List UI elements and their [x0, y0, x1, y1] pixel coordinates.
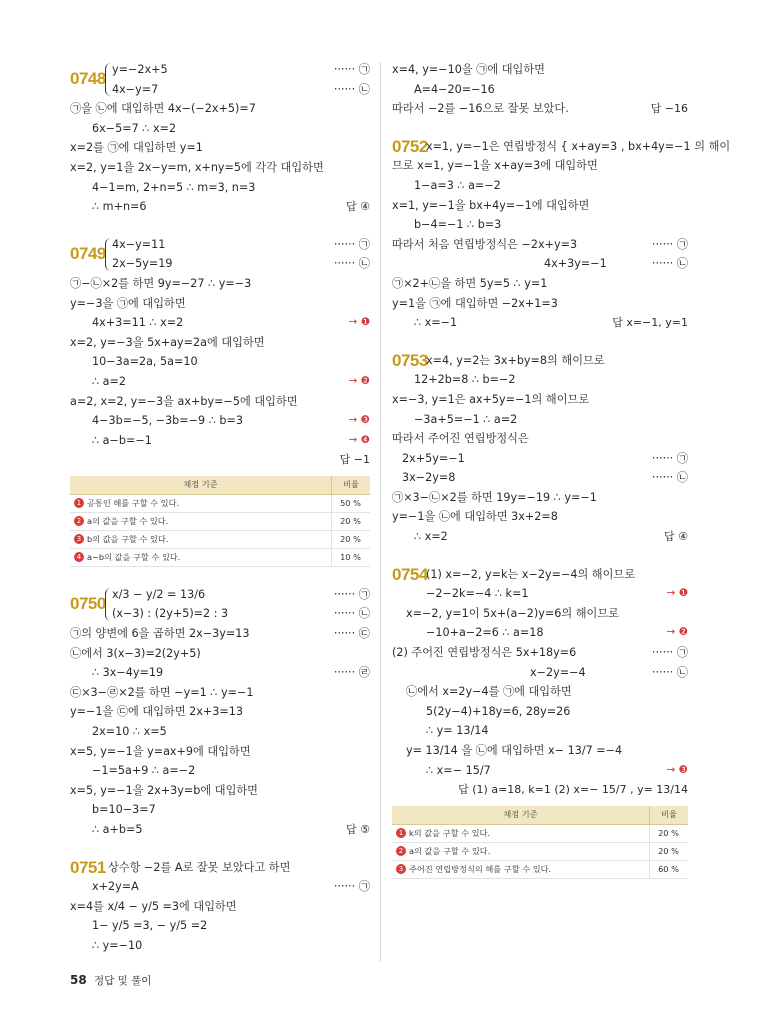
criteria-ratio: 20 % — [332, 512, 371, 530]
solution-line — [392, 176, 688, 196]
solution-line — [392, 584, 688, 604]
equation-tag: ······ ㉡ — [333, 257, 370, 271]
line-text: 12+2b=8 ∴ b=−2 — [414, 373, 516, 387]
problem — [392, 351, 688, 547]
problem-number: 0750 — [70, 593, 106, 613]
equation-tag: ······ ㉠ — [333, 63, 370, 76]
step-marker: → ❸ — [348, 414, 370, 427]
equation-tag: ······ ㉠ — [333, 587, 370, 601]
solution-line — [70, 820, 370, 840]
line-text: x+2y=A — [92, 880, 139, 894]
line-text: x=4를 x/4 − y/5 =3에 대입하면 — [70, 899, 237, 913]
solution-line — [392, 604, 688, 624]
line-text: 1− y/5 =3, − y/5 =2 — [92, 919, 208, 933]
solution-line — [392, 623, 688, 643]
line-text: (2) 주어진 연립방정식은 5x+18y=6 — [392, 646, 577, 660]
criteria-text: 2 a의 값을 구할 수 있다. — [70, 512, 332, 530]
line-text: x=4, y=2는 3x+by=8의 해이므로 — [426, 353, 605, 367]
solution-line — [70, 624, 370, 644]
solution-line — [392, 99, 688, 119]
criteria-marker: 2 — [396, 846, 406, 856]
answer-label: 답 −1 — [339, 453, 370, 467]
solution-line — [392, 429, 688, 449]
line-text: ∴ 3x−4y=19 — [92, 666, 164, 680]
criteria-text: 3 b의 값을 구할 수 있다. — [70, 530, 332, 548]
line-text: y=−1을 ㉢에 대입하면 2x+3=13 — [70, 705, 244, 719]
criteria-marker: 1 — [74, 498, 84, 508]
equation-tag: ······ ㉡ — [333, 82, 370, 96]
step-marker: → ❶ — [348, 316, 370, 329]
solution-line — [392, 390, 688, 410]
footer-label: 정답 및 풀이 — [94, 975, 152, 987]
solution-line — [70, 722, 370, 742]
solution-line — [70, 431, 370, 451]
problem — [70, 858, 370, 956]
line-text: 따라서 −2를 −16으로 잘못 보았다. — [392, 102, 569, 116]
criteria-marker: 1 — [396, 828, 406, 838]
line-text: ∴ m+n=6 — [92, 200, 147, 214]
solution-line — [392, 565, 688, 585]
solution-line — [392, 254, 688, 274]
solution-line — [70, 742, 370, 762]
line-text: ∴ a+b=5 — [92, 823, 143, 836]
problem — [70, 585, 370, 840]
line-text: −3a+5=−1 ∴ a=2 — [414, 412, 518, 426]
criteria-row — [70, 530, 370, 548]
line-text: 4−1=m, 2+n=5 ∴ m=3, n=3 — [92, 180, 256, 194]
solution-line — [70, 936, 370, 956]
line-text: 1−a=3 ∴ a=−2 — [414, 178, 501, 192]
solution-line — [70, 761, 370, 781]
line-text: x=1, y=−1은 연립방정식 { x+ay=3 , bx+4y=−1 의 해이 — [426, 139, 731, 153]
criteria-ratio: 60 % — [650, 860, 689, 878]
ratio-header: 비율 — [650, 806, 689, 825]
line-text: ∴ y= 13/14 — [426, 724, 489, 738]
solution-line — [392, 761, 688, 781]
solution-line — [70, 392, 370, 412]
answer-label: 답 −16 — [650, 102, 688, 116]
criteria-row — [70, 548, 370, 566]
solution-line — [70, 702, 370, 722]
criteria-text: 4 a−b의 값을 구할 수 있다. — [70, 548, 332, 566]
line-text: −10+a−2=6 ∴ a=18 — [426, 626, 544, 640]
solution-line — [392, 137, 731, 157]
step-marker: → ❷ — [666, 626, 688, 639]
solution-line — [392, 702, 688, 722]
solution-line — [70, 372, 370, 392]
criteria-row — [392, 842, 688, 860]
equation-tag: ······ ㉢ — [333, 627, 370, 641]
line-text: 따라서 주어진 연립방정식은 — [392, 432, 529, 446]
line-text: b=10−3=7 — [92, 803, 156, 817]
line-text: x−2y=−4 — [530, 665, 586, 679]
problem-number: 0752 — [392, 136, 428, 156]
line-text: ∴ y=−10 — [92, 938, 143, 952]
solution-line — [70, 119, 370, 139]
line-text: −2−2k=−4 ∴ k=1 — [426, 587, 529, 601]
solution-line — [70, 313, 370, 333]
line-text: a=2, x=2, y=−3을 ax+by=−5에 대입하면 — [70, 394, 298, 408]
criteria-table — [70, 476, 370, 567]
equation-tag: ······ ㉡ — [333, 607, 370, 621]
line-text: x=2, y=1을 2x−y=m, x+ny=5에 각각 대입하면 — [70, 160, 324, 174]
ratio-header: 비율 — [332, 476, 371, 495]
line-text: x/3 − y/2 = 13/6 — [112, 587, 206, 601]
solution-line — [70, 294, 370, 314]
line-text: ∴ x=− 15/7 — [426, 763, 491, 777]
line-text: (x−3) : (2y+5)=2 : 3 — [112, 607, 229, 621]
equation-tag: ······ ㉠ — [651, 451, 688, 465]
line-text: ∴ a−b=−1 — [92, 433, 152, 447]
solution-line — [70, 683, 370, 703]
criteria-text: 2 a의 값을 구할 수 있다. — [392, 842, 650, 860]
solution-line — [70, 781, 370, 801]
line-text: ∴ x=−1 — [414, 316, 458, 330]
solution-line — [392, 682, 688, 702]
solution-line — [70, 158, 370, 178]
line-text: x=5, y=−1을 2x+3y=b에 대입하면 — [70, 783, 258, 797]
line-text: x=2, y=−3을 5x+ay=2a에 대입하면 — [70, 335, 265, 349]
line-text: b−4=−1 ∴ b=3 — [414, 218, 502, 232]
answer-label: 답 ④ — [346, 200, 370, 214]
solution-line — [392, 80, 688, 100]
line-text: ㉠×2+㉡을 하면 5y=5 ∴ y=1 — [392, 276, 548, 290]
solution-line — [70, 99, 370, 119]
problem-number: 0748 — [70, 69, 106, 88]
solution-line — [70, 138, 370, 158]
criteria-ratio: 20 % — [332, 530, 371, 548]
solution-line — [70, 178, 370, 198]
line-text: 4−3b=−5, −3b=−9 ∴ b=3 — [92, 414, 243, 428]
criteria-text: 1 공통인 해를 구할 수 있다. — [70, 494, 332, 512]
step-marker: → ❹ — [348, 433, 370, 446]
line-text: ∴ a=2 — [92, 374, 127, 388]
line-text: ㉠−㉡×2를 하면 9y=−27 ∴ y=−3 — [70, 276, 252, 290]
problem-number: 0751 — [70, 857, 106, 877]
solution-line — [392, 663, 688, 683]
equation-tag: ······ ㉡ — [651, 665, 688, 679]
left-column — [70, 60, 370, 974]
solution-line — [392, 741, 688, 761]
line-text: x=5, y=−1을 y=ax+9에 대입하면 — [70, 744, 251, 758]
page-number: 58 — [70, 973, 87, 987]
solution-line — [392, 274, 688, 294]
line-text: 2x=10 ∴ x=5 — [92, 725, 167, 739]
solution-line — [70, 274, 370, 294]
solution-line — [70, 604, 370, 624]
equation-tag: ······ ㉠ — [333, 237, 370, 251]
line-text: ㉠의 양변에 6을 곱하면 2x−3y=13 — [70, 627, 250, 641]
criteria-table — [392, 806, 688, 879]
page-footer — [70, 973, 151, 988]
line-text: ∴ x=2 — [414, 530, 448, 544]
solution-line — [392, 351, 688, 371]
solution-line — [70, 60, 370, 80]
answer-label: 답 x=−1, y=1 — [612, 316, 688, 330]
solution-line — [392, 527, 688, 547]
problem-number: 0754 — [392, 564, 428, 584]
solution-line — [392, 780, 688, 800]
criteria-ratio: 50 % — [332, 494, 371, 512]
solution-line — [70, 897, 370, 917]
line-text: ㉠×3−㉡×2를 하면 19y=−19 ∴ y=−1 — [392, 490, 597, 504]
line-text: 10−3a=2a, 5a=10 — [92, 355, 198, 369]
line-text: A=4−20=−16 — [414, 82, 495, 96]
criteria-row — [70, 494, 370, 512]
equation-tag: ······ ㉠ — [651, 237, 688, 251]
equation-tag: ······ ㉡ — [651, 471, 688, 485]
solution-line — [70, 411, 370, 431]
brace-icon — [105, 588, 111, 621]
solution-line — [70, 333, 370, 353]
criteria-marker: 3 — [74, 534, 84, 544]
solution-line — [392, 235, 688, 255]
line-text: y=−3을 ㉠에 대입하면 — [70, 296, 186, 310]
line-text: x=1, y=−1을 bx+4y=−1에 대입하면 — [392, 198, 590, 212]
solution-line — [70, 352, 370, 372]
problem — [392, 60, 688, 119]
problem — [70, 235, 370, 567]
solution-line — [392, 488, 688, 508]
solution-line — [70, 450, 370, 470]
criteria-header: 채점 기준 — [392, 806, 650, 825]
line-text: y=−2x+5 — [112, 63, 168, 76]
column-divider — [380, 62, 381, 962]
step-marker: → ❷ — [348, 374, 370, 387]
problem — [70, 60, 370, 217]
solution-line — [70, 877, 370, 897]
line-text: −1=5a+9 ∴ a=−2 — [92, 764, 196, 778]
solution-line — [70, 663, 370, 683]
solution-line — [392, 721, 688, 741]
line-text: 4x−y=7 — [112, 82, 159, 96]
line-text: x=−3, y=1은 ax+5y=−1의 해이므로 — [392, 392, 590, 406]
solution-line — [70, 858, 370, 878]
criteria-text: 1 k의 값을 구할 수 있다. — [392, 824, 650, 842]
line-text: 6x−5=7 ∴ x=2 — [92, 121, 177, 135]
solution-line — [70, 916, 370, 936]
criteria-marker: 2 — [74, 516, 84, 526]
criteria-ratio: 20 % — [650, 842, 689, 860]
criteria-ratio: 20 % — [650, 824, 689, 842]
criteria-marker: 4 — [74, 552, 84, 562]
line-text: 2x+5y=−1 — [402, 451, 465, 465]
equation-tag: ······ ㉠ — [333, 880, 370, 894]
solution-line — [392, 60, 688, 80]
solution-line — [70, 585, 370, 605]
criteria-ratio: 10 % — [332, 548, 371, 566]
line-text: y=−1을 ㉡에 대입하면 3x+2=8 — [392, 510, 558, 524]
line-text: ㉡에서 3(x−3)=2(2y+5) — [70, 646, 201, 660]
criteria-row — [70, 512, 370, 530]
solution-line — [392, 215, 688, 235]
line-text: ㉡에서 x=2y−4를 ㉠에 대입하면 — [406, 685, 572, 699]
criteria-marker: 3 — [396, 864, 406, 874]
line-text: 4x+3y=−1 — [544, 257, 607, 271]
solution-line — [392, 410, 688, 430]
equation-tag: ······ ㉣ — [333, 666, 370, 680]
line-text: y= 13/14 을 ㉡에 대입하면 x− 13/7 =−4 — [406, 744, 623, 757]
step-marker: → ❸ — [666, 763, 688, 776]
problem — [392, 136, 731, 333]
line-text: ㉠을 ㉡에 대입하면 4x−(−2x+5)=7 — [70, 102, 256, 116]
solution-line — [392, 196, 688, 216]
line-text: 2x−5y=19 — [112, 257, 173, 271]
line-text: 3x−2y=8 — [402, 471, 456, 485]
line-text: x=4, y=−10을 ㉠에 대입하면 — [392, 63, 545, 76]
equation-tag: ······ ㉠ — [651, 646, 688, 660]
solution-line — [70, 235, 370, 255]
solution-line — [392, 449, 688, 469]
solution-line — [70, 197, 370, 217]
line-text: (1) x=−2, y=k는 x−2y=−4의 해이므로 — [426, 567, 636, 581]
line-text: 5(2y−4)+18y=6, 28y=26 — [426, 704, 571, 718]
line-text: x=−2, y=1이 5x+(a−2)y=6의 해이므로 — [406, 606, 619, 620]
equation-tag: ······ ㉡ — [651, 257, 688, 271]
solution-line — [392, 313, 688, 333]
brace-icon — [105, 63, 111, 96]
line-text: x=2를 ㉠에 대입하면 y=1 — [70, 141, 203, 155]
criteria-header: 채점 기준 — [70, 476, 332, 495]
solution-line — [392, 507, 688, 527]
criteria-text: 3 주어진 연립방정식의 해를 구할 수 있다. — [392, 860, 650, 878]
brace-icon — [105, 238, 111, 271]
answer-label: 답 ④ — [664, 530, 688, 544]
solution-line — [392, 370, 688, 390]
solution-line — [392, 468, 688, 488]
line-text: 4x+3=11 ∴ x=2 — [92, 316, 184, 330]
line-text: 따라서 처음 연립방정식은 −2x+y=3 — [392, 237, 578, 251]
solution-line — [392, 156, 688, 176]
problem-number: 0753 — [392, 350, 428, 370]
criteria-row — [392, 824, 688, 842]
problem-number: 0749 — [70, 243, 106, 263]
line-text: 므로 x=1, y=−1을 x+ay=3에 대입하면 — [392, 159, 598, 173]
solution-line — [70, 254, 370, 274]
solution-line — [70, 80, 370, 100]
line-text: y=1을 ㉠에 대입하면 −2x+1=3 — [392, 296, 558, 310]
line-text: ㉢×3−㉣×2를 하면 −y=1 ∴ y=−1 — [70, 685, 254, 699]
answer-label: 답 ⑤ — [346, 823, 370, 836]
line-text: 상수항 −2를 A로 잘못 보았다고 하면 — [108, 860, 291, 874]
solution-line — [70, 800, 370, 820]
solution-line — [392, 294, 688, 314]
right-column — [392, 60, 731, 897]
step-marker: → ❶ — [666, 587, 688, 600]
criteria-row — [392, 860, 688, 878]
answer-label: 답 (1) a=18, k=1 (2) x=− 15/7 , y= 13/14 — [458, 783, 688, 797]
solution-line — [392, 643, 688, 663]
problem — [392, 565, 688, 879]
solution-line — [70, 644, 370, 664]
line-text: 4x−y=11 — [112, 237, 166, 251]
